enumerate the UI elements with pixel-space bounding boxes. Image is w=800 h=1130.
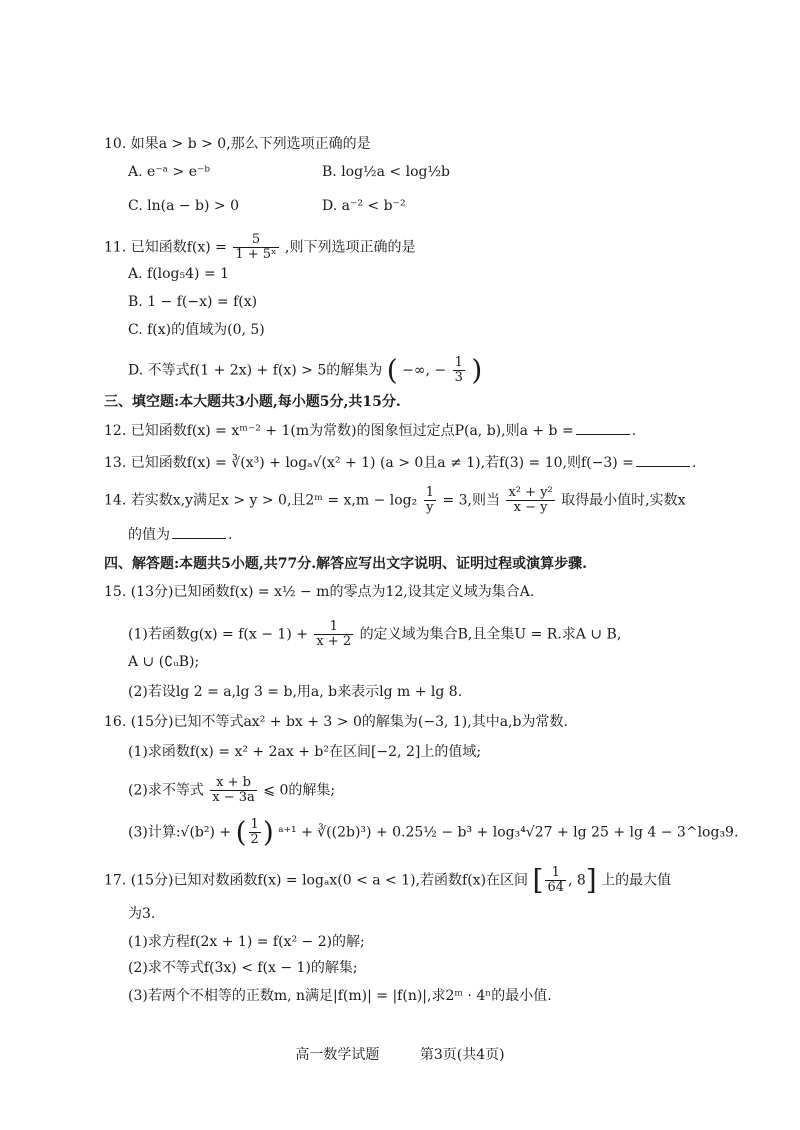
q15-p1-pre: (1)若函数g(x) = f(x − 1) + xyxy=(128,626,308,643)
q16-p3-pre: (3)计算:√(b²) + xyxy=(128,824,232,841)
q17-interval-end: , 8 xyxy=(567,872,586,889)
q15-part2: (2)若设lg 2 = a,lg 3 = b,用a, b来表示lg m + lg 8. xyxy=(128,684,463,700)
q11-right-paren: ) xyxy=(471,353,483,387)
q16-half-num: 1 xyxy=(250,817,259,832)
q11-d-frac-den: 3 xyxy=(454,370,463,385)
section-3-heading: 三、填空题:本大题共3小题,每小题5分,共15分. xyxy=(104,394,401,410)
q16-p3-post: ᵃ⁺¹ + ∛((2b)³) + 0.25½ − b³ + log₃⁴√27 + lg 25 + lg 4 − 3^log₃9. xyxy=(278,824,739,841)
q14-fraction-2 xyxy=(506,486,554,515)
q17-frac-den: 64 xyxy=(547,880,564,895)
q16-part3 xyxy=(128,815,739,849)
q15-stem: 15. (13分)已知函数f(x) = x½ − m的零点为12,设其定义域为集合A. xyxy=(104,584,535,600)
q16-frac-den: x − 3a xyxy=(212,790,255,805)
q17-fraction xyxy=(545,866,566,895)
q14-line2-text: 的值为 xyxy=(128,527,170,543)
q14-f1-den: y xyxy=(426,500,434,515)
q14-pre: 14. 若实数x,y满足x > y > 0,且2ᵐ = x,m − log₂ xyxy=(104,492,418,509)
q10-option-a: A. e⁻ᵃ > e⁻ᵇ xyxy=(128,164,210,180)
q17-part2: (2)求不等式f(3x) < f(x − 1)的解集; xyxy=(128,960,358,976)
q11-option-c: C. f(x)的值域为(0, 5) xyxy=(128,322,265,338)
q17-stem-line2: 为3. xyxy=(128,906,156,922)
q16-frac-num: x + b xyxy=(210,776,257,791)
q17-part1: (1)求方程f(2x + 1) = f(x² − 2)的解; xyxy=(128,934,365,950)
q12 xyxy=(104,420,636,441)
q10-option-c: C. ln(a − b) > 0 xyxy=(128,198,240,214)
q10-option-b: B. log½a < log½b xyxy=(322,164,451,180)
q11-stem-post: ,则下列选项正确的是 xyxy=(285,239,416,256)
q14-fraction-1 xyxy=(424,486,436,515)
q11-left-paren: ( xyxy=(386,353,398,387)
q17-stem-post: 上的最大值 xyxy=(601,872,672,889)
q14-f2-num: x² + y² xyxy=(508,485,553,500)
q16-fraction xyxy=(210,776,257,805)
q17-part3: (3)若两个不相等的正数m, n满足|f(m)| = |f(n)|,求2ᵐ · 4ⁿ的最小值. xyxy=(128,988,552,1004)
q11-option-b: B. 1 − f(−x) = f(x) xyxy=(128,294,258,310)
q12-answer-blank[interactable] xyxy=(576,420,630,435)
q17-stem xyxy=(104,863,672,897)
q17-frac-num: 1 xyxy=(545,866,566,881)
q14-post: 取得最小值时,实数x xyxy=(561,492,686,509)
q16-part1: (1)求函数f(x) = x² + 2ax + b²在区间[−2, 2]上的值域; xyxy=(128,744,482,760)
section-4-heading: 四、解答题:本题共5小题,共77分.解答应写出文字说明、证明过程或演算步骤. xyxy=(104,556,588,572)
q14-line2-post: . xyxy=(228,527,233,543)
footer-page-number: 第3页(共4页) xyxy=(419,1047,505,1063)
q10-stem: 10. 如果a > b > 0,那么下列选项正确的是 xyxy=(104,136,371,152)
q16-stem: 16. (15分)已知不等式ax² + bx + 3 > 0的解集为(−3, 1),其中a,b为常数. xyxy=(104,714,568,730)
q15-part1-line2: A ∪ (∁ᵤB); xyxy=(128,654,200,670)
q11-frac-num: 5 xyxy=(233,233,278,248)
q11-option-d-text: D. 不等式f(1 + 2x) + f(x) > 5的解集为 xyxy=(128,362,383,379)
q12-text: 12. 已知函数f(x) = xᵐ⁻² + 1(m为常数)的图象恒过定点P(a, b),则a + b = xyxy=(104,423,574,439)
q14-line2 xyxy=(128,524,232,545)
q15-part1 xyxy=(128,620,621,649)
q13-text: 13. 已知函数f(x) = ∛(x³) + logₐ√(x² + 1) (a > 0且a ≠ 1),若f(3) = 10,则f(−3) = xyxy=(104,455,634,471)
q13-answer-blank[interactable] xyxy=(636,452,690,467)
q17-stem-pre: 17. (15分)已知对数函数f(x) = logₐx(0 < a < 1),若函数f(x)在区间 xyxy=(104,872,529,889)
q11-interval: −∞, − xyxy=(402,362,447,379)
q16-p2-pre: (2)求不等式 xyxy=(128,782,204,799)
q11-d-fraction xyxy=(453,356,465,385)
q17-right-bracket: ] xyxy=(585,863,597,897)
q15-p1-post: 的定义域为集合B,且全集U = R.求A ∪ B, xyxy=(359,626,622,643)
q17-left-bracket: [ xyxy=(532,863,544,897)
page-footer xyxy=(0,1044,800,1064)
q13-post: . xyxy=(691,455,697,471)
q16-half-fraction xyxy=(249,818,261,847)
q11-option-a: A. f(log₅4) = 1 xyxy=(128,266,230,282)
q16-part2 xyxy=(128,776,335,805)
q11-stem xyxy=(104,233,415,262)
q15-fraction xyxy=(314,620,353,649)
q10-option-d: D. a⁻² < b⁻² xyxy=(322,198,406,214)
q11-fraction xyxy=(233,233,278,262)
q14-mid: = 3,则当 xyxy=(442,492,500,509)
q16-half-den: 2 xyxy=(250,832,259,847)
q14-f2-den: x − y xyxy=(513,500,548,515)
q16-p2-post: ⩽ 0的解集; xyxy=(263,782,336,799)
q11-stem-pre: 11. 已知函数f(x) = xyxy=(104,239,227,256)
q16-left-paren: ( xyxy=(235,815,247,849)
q13 xyxy=(104,452,696,473)
q14 xyxy=(104,486,686,515)
q11-frac-den: 1 + 5ˣ xyxy=(235,247,277,262)
q12-post: . xyxy=(631,423,637,439)
q11-option-d xyxy=(128,353,483,387)
q15-frac-num: 1 xyxy=(314,620,353,635)
q14-f1-num: 1 xyxy=(425,485,434,500)
q15-frac-den: x + 2 xyxy=(316,634,352,649)
q11-d-frac-num: 1 xyxy=(454,355,463,370)
q16-right-paren: ) xyxy=(262,815,274,849)
footer-subject: 高一数学试题 xyxy=(295,1047,380,1063)
q14-answer-blank[interactable] xyxy=(172,524,226,539)
